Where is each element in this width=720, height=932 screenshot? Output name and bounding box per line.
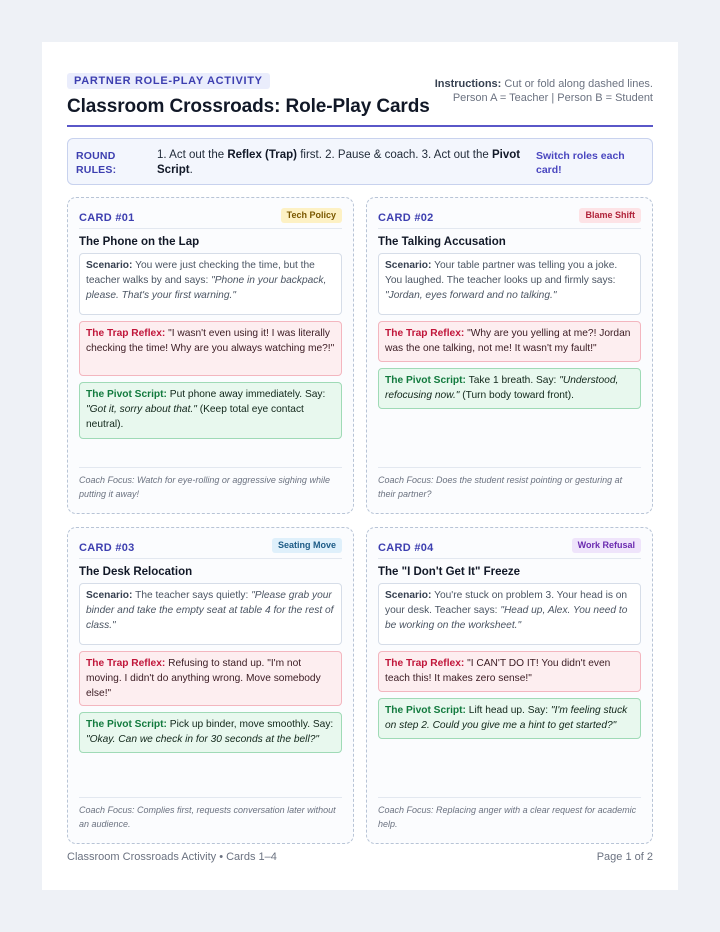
- scenario-text: The teacher says quietly:: [135, 590, 252, 601]
- scenario-text: You're stuck on problem 3. Your head is on your desk. Teacher says:: [385, 590, 628, 616]
- scenario-box: [79, 583, 342, 645]
- scenario-box: [378, 583, 641, 645]
- instructions-label: Instructions:: [434, 78, 502, 90]
- pivot-label: The Pivot Script:: [86, 389, 167, 400]
- card-number: CARD #01: [79, 212, 135, 224]
- pivot-quote: "Okay. Can we check in for 30 seconds at the bell?": [86, 733, 319, 745]
- card-header: [79, 208, 342, 229]
- page-title: Classroom Crossroads: Role-Play Cards: [67, 96, 430, 117]
- scenario-quote: "Phone in your backpack, please. That's your first warning.": [86, 274, 327, 301]
- scenario-text: Your table partner was telling you a joke. You laughed. The teacher looks up and firmly says:: [385, 260, 618, 286]
- coach-focus: Coach Focus: Complies first, requests conversation later without an audience.: [79, 797, 342, 831]
- scenario-label: Scenario:: [86, 260, 133, 271]
- rules-step3-bold: Pivot Script: [157, 149, 521, 176]
- card-tag: Work Refusal: [572, 538, 641, 553]
- card-header: [378, 538, 641, 559]
- scenario-label: Scenario:: [385, 590, 432, 601]
- trap-box: [79, 651, 342, 706]
- role-play-card: [67, 197, 354, 514]
- card-number: CARD #04: [378, 542, 434, 554]
- round-rules-box: [67, 138, 653, 185]
- scenario-box: [378, 253, 641, 315]
- pivot-text: Lift head up. Say:: [468, 705, 551, 716]
- rules-steps: [157, 148, 522, 178]
- header-divider: [67, 125, 653, 127]
- scenario-quote: "Please grab your binder and take the empty seat at table 4 for the rest of class.": [86, 590, 334, 631]
- trap-text: "Why are you yelling at me?! Jordan was the one talking, not me! It wasn't my fault!": [385, 328, 631, 354]
- switch-roles-note: Switch roles each card!: [536, 150, 625, 176]
- trap-label: The Trap Reflex:: [86, 658, 166, 669]
- instructions-block: [435, 77, 653, 105]
- pivot-text: Put phone away immediately. Say:: [169, 389, 326, 400]
- pivot-label: The Pivot Script:: [385, 375, 466, 386]
- card-tag: Tech Policy: [281, 208, 342, 223]
- rules-step1-post: first. 2. Pause & coach. 3. Act out the: [297, 149, 492, 161]
- role-play-card: [67, 527, 354, 844]
- coach-focus: Coach Focus: Does the student resist pointing or gesturing at their partner?: [378, 467, 641, 501]
- page-header: [67, 71, 653, 125]
- activity-badge: PARTNER ROLE-PLAY ACTIVITY: [67, 73, 270, 89]
- card-header: [79, 538, 342, 559]
- scenario-box: [79, 253, 342, 315]
- pivot-box: [378, 698, 641, 739]
- trap-box: [79, 321, 342, 376]
- pivot-post: (Turn body toward front).: [459, 389, 574, 401]
- coach-focus: Coach Focus: Replacing anger with a clear request for academic help.: [378, 797, 641, 831]
- card-title: The Phone on the Lap: [79, 236, 200, 248]
- card-grid: [67, 197, 653, 843]
- pivot-box: [79, 712, 342, 753]
- card-header: [378, 208, 641, 229]
- card-tag: Blame Shift: [579, 208, 641, 223]
- trap-label: The Trap Reflex:: [385, 658, 465, 669]
- role-play-card: [366, 527, 653, 844]
- pivot-box: [79, 382, 342, 439]
- roles-text: Person A = Teacher | Person B = Student: [452, 92, 653, 104]
- card-tag: Seating Move: [272, 538, 342, 553]
- trap-text: "I wasn't even using it! I was literally checking the time! Why are you always watching me?!": [86, 328, 335, 354]
- pivot-box: [378, 368, 641, 409]
- trap-label: The Trap Reflex:: [385, 328, 465, 339]
- pivot-post: (Keep total eye contact neutral).: [86, 403, 304, 430]
- trap-text: Refusing to stand up. "I'm not moving. I didn't do anything wrong. Move somebody else!": [86, 658, 321, 699]
- trap-box: [378, 321, 641, 362]
- role-play-card: [366, 197, 653, 514]
- trap-text: "I CAN'T DO IT! You didn't even teach this! It makes zero sense!": [385, 658, 611, 684]
- pivot-text: Take 1 breath. Say:: [468, 375, 560, 386]
- card-title: The Talking Accusation: [378, 236, 506, 248]
- page-content: [67, 71, 653, 843]
- pivot-quote: "Understood, refocusing now.": [385, 375, 619, 401]
- scenario-label: Scenario:: [385, 260, 432, 271]
- page-number: Page 1 of 2: [596, 851, 653, 863]
- card-number: CARD #03: [79, 542, 135, 554]
- card-number: CARD #02: [378, 212, 434, 224]
- pivot-quote: "I'm feeling stuck on step 2. Could you give me a hint to get started?": [385, 705, 628, 731]
- rules-label: ROUND RULES:: [76, 150, 117, 176]
- card-title: The "I Don't Get It" Freeze: [378, 566, 521, 578]
- rules-step1-bold: Reflex (Trap): [227, 149, 297, 161]
- trap-label: The Trap Reflex:: [86, 328, 166, 339]
- rules-step1-pre: 1. Act out the: [157, 149, 228, 161]
- scenario-label: Scenario:: [86, 590, 133, 601]
- page-footer: [67, 851, 653, 863]
- pivot-quote: "Got it, sorry about that.": [86, 403, 197, 415]
- pivot-label: The Pivot Script:: [385, 705, 466, 716]
- scenario-quote: "Head up, Alex. You need to be working on the worksheet.": [385, 604, 628, 631]
- coach-focus: Coach Focus: Watch for eye-rolling or aggressive sighing while putting it away!: [79, 467, 342, 501]
- pivot-text: Pick up binder, move smoothly. Say:: [169, 719, 334, 730]
- card-title: The Desk Relocation: [79, 566, 193, 578]
- instructions-text: Cut or fold along dashed lines.: [504, 78, 653, 90]
- scenario-quote: "Jordan, eyes forward and no talking.": [385, 289, 557, 301]
- scenario-text: You were just checking the time, but the teacher walks by and says:: [86, 260, 315, 286]
- footer-activity: Classroom Crossroads Activity • Cards 1–4: [67, 851, 277, 863]
- trap-box: [378, 651, 641, 692]
- pivot-label: The Pivot Script:: [86, 719, 167, 730]
- rules-step3-post: .: [189, 164, 193, 176]
- worksheet-page: [42, 42, 678, 890]
